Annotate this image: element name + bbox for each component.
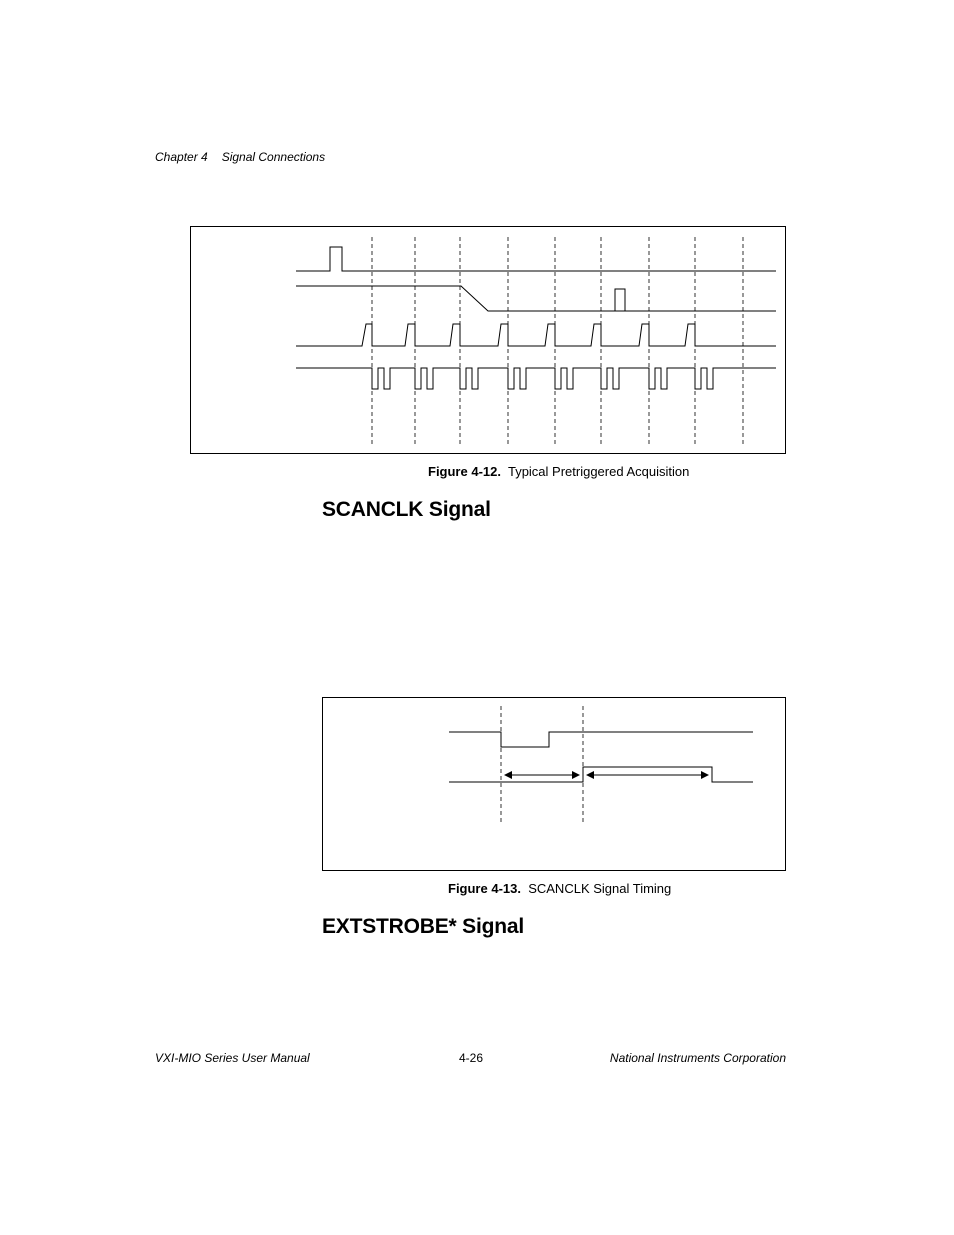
timing-gridlines [372,237,743,445]
section-heading-extstrobe: EXTSTROBE* Signal [322,915,524,938]
figure-12-caption [428,464,689,479]
figure-pretriggered-acquisition [190,226,786,454]
header-chapter: Chapter 4 [155,150,208,164]
figure-13-number: Figure 4-13. [448,881,521,896]
section-heading-scanclk: SCANCLK Signal [322,498,491,521]
scan-clock-waveform [296,324,776,346]
pretrigger-timing-diagram [191,227,787,455]
trigger-waveform [296,247,776,271]
header-section: Signal Connections [221,150,326,164]
footer-company: National Instruments Corporation [609,1051,786,1065]
scanclk-timing-diagram [323,698,787,872]
figure-scanclk-timing [322,697,786,871]
figure-13-title: SCANCLK Signal Timing [528,881,672,896]
footer-manual-title: VXI-MIO Series User Manual [155,1051,310,1065]
footer-page-number: 4-26 [459,1051,484,1065]
page-header [155,150,325,164]
figure-13-caption [448,881,671,896]
conversion-waveform [296,368,776,389]
figure-12-title: Typical Pretriggered Acquisition [507,464,690,479]
convert-waveform [449,732,753,747]
gate-waveform [296,286,776,311]
stop-trigger-waveform [581,289,625,311]
figure-12-number: Figure 4-12. [428,464,501,479]
timing-gridlines [501,706,583,824]
